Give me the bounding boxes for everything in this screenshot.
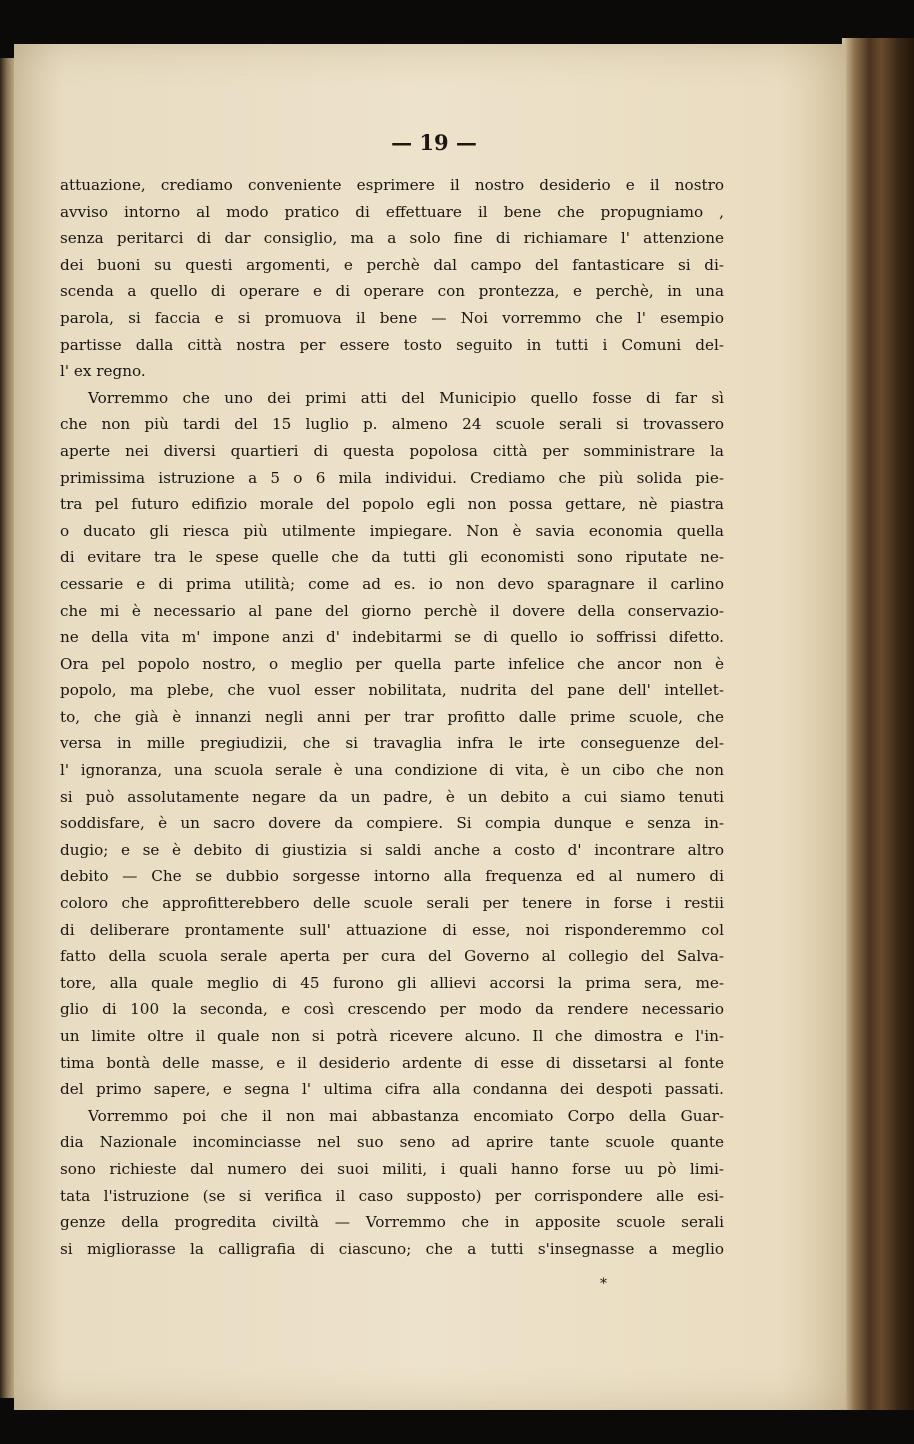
text-line: del primo sapere, e segna l' ultima cifra alla condanna dei despoti passati.	[60, 1080, 724, 1099]
text-line: popolo, ma plebe, che vuol esser nobilitata, nudrita del pane dell' intellet-	[60, 681, 724, 700]
text-line: partisse dalla città nostra per essere tosto seguito in tutti i Comuni del-	[60, 335, 724, 354]
text-line: versa in mille pregiudizii, che si travaglia infra le irte conseguenze del-	[60, 734, 724, 753]
text-line: tima bontà delle masse, e il desiderio ardente di esse di dissetarsi al fonte	[60, 1053, 724, 1072]
text-line: sono richieste dal numero dei suoi militi, i quali hanno forse uu pò limi-	[60, 1159, 724, 1178]
text-line: cessarie e di prima utilità; come ad es. io non devo sparagnare il carlino	[60, 574, 724, 593]
text-line: primissima istruzione a 5 o 6 mila individui. Crediamo che più solida pie-	[60, 468, 724, 487]
text-line: dugio; e se è debito di giustizia si saldi anche a costo d' incontrare altro	[60, 840, 724, 859]
text-line: tata l'istruzione (se si verifica il caso supposto) per corrispondere alle esi-	[60, 1186, 724, 1205]
text-line: glio di 100 la seconda, e così crescendo per modo da rendere necessario	[60, 1000, 724, 1019]
text-line: coloro che approfitterebbero delle scuole serali per tenere in forse i restii	[60, 894, 724, 913]
text-line: di evitare tra le spese quelle che da tutti gli economisti sono riputate ne-	[60, 548, 724, 567]
page-sheet	[14, 44, 846, 1410]
text-line: si migliorasse la calligrafia di ciascuno; che a tutti s'insegnasse a meglio	[60, 1239, 724, 1258]
text-line: attuazione, crediamo conveniente esprimere il nostro desiderio e il nostro	[60, 176, 724, 194]
text-line: senza peritarci di dar consiglio, ma a solo fine di richiamare l' attenzione	[60, 229, 724, 248]
text-line: genze della progredita civiltà — Vorremmo che in apposite scuole serali	[60, 1213, 724, 1232]
text-line: debito — Che se dubbio sorgesse intorno alla frequenza ed al numero di	[60, 867, 724, 886]
text-line: che non più tardi del 15 luglio p. almeno 24 scuole serali si trovassero	[60, 415, 724, 434]
text-line: tra pel futuro edifizio morale del popolo egli non possa gettare, nè piastra	[60, 495, 724, 514]
text-line: soddisfare, è un sacro dovere da compiere. Si compia dunque e senza in-	[60, 814, 724, 833]
text-line: l' ex regno.	[60, 362, 146, 381]
text-line: scenda a quello di operare e di operare con prontezza, e perchè, in una	[60, 282, 724, 301]
text-line: o ducato gli riesca più utilmente impiegare. Non è savia economia quella	[60, 521, 724, 540]
text-line: Vorremmo che uno dei primi atti del Municipio quello fosse di far sì	[88, 388, 724, 407]
page-number: — 19 —	[391, 130, 477, 155]
body-text	[60, 172, 724, 1262]
text-line: fatto della scuola serale aperta per cura del Governo al collegio del Salva-	[60, 947, 724, 966]
text-line: Ora pel popolo nostro, o meglio per quella parte infelice che ancor non è	[60, 654, 724, 673]
text-line: dei buoni su questi argomenti, e perchè dal campo del fantasticare si di-	[60, 255, 724, 274]
text-line: to, che già è innanzi negli anni per trar profitto dalle prime scuole, che	[60, 707, 724, 726]
signature-mark: *	[600, 1276, 607, 1292]
text-line: si può assolutamente negare da un padre, è un debito a cui siamo tenuti	[60, 787, 724, 806]
text-line: avviso intorno al modo pratico di effettuare il bene che propugniamo ,	[60, 202, 724, 221]
text-line: un limite oltre il quale non si potrà ricevere alcuno. Il che dimostra e l'in-	[60, 1027, 724, 1045]
text-line: dia Nazionale incominciasse nel suo seno ad aprire tante scuole quante	[60, 1133, 724, 1152]
text-line: di deliberare prontamente sull' attuazione di esse, noi risponderemmo col	[60, 920, 724, 939]
text-line: parola, si faccia e si promuova il bene — Noi vorremmo che l' esempio	[60, 308, 724, 327]
text-line: l' ignoranza, una scuola serale è una condizione di vita, è un cibo che non	[60, 761, 724, 780]
book-binding-edge	[842, 38, 914, 1410]
text-line: aperte nei diversi quartieri di questa popolosa città per somministrare la	[60, 441, 724, 460]
text-line: Vorremmo poi che il non mai abbastanza encomiato Corpo della Guar-	[88, 1106, 724, 1125]
text-line: ne della vita m' impone anzi d' indebitarmi se di quello io soffrissi difetto.	[60, 628, 724, 647]
text-line: tore, alla quale meglio di 45 furono gli allievi accorsi la prima sera, me-	[60, 973, 724, 992]
text-line: che mi è necessario al pane del giorno perchè il dovere della conservazio-	[60, 601, 724, 620]
